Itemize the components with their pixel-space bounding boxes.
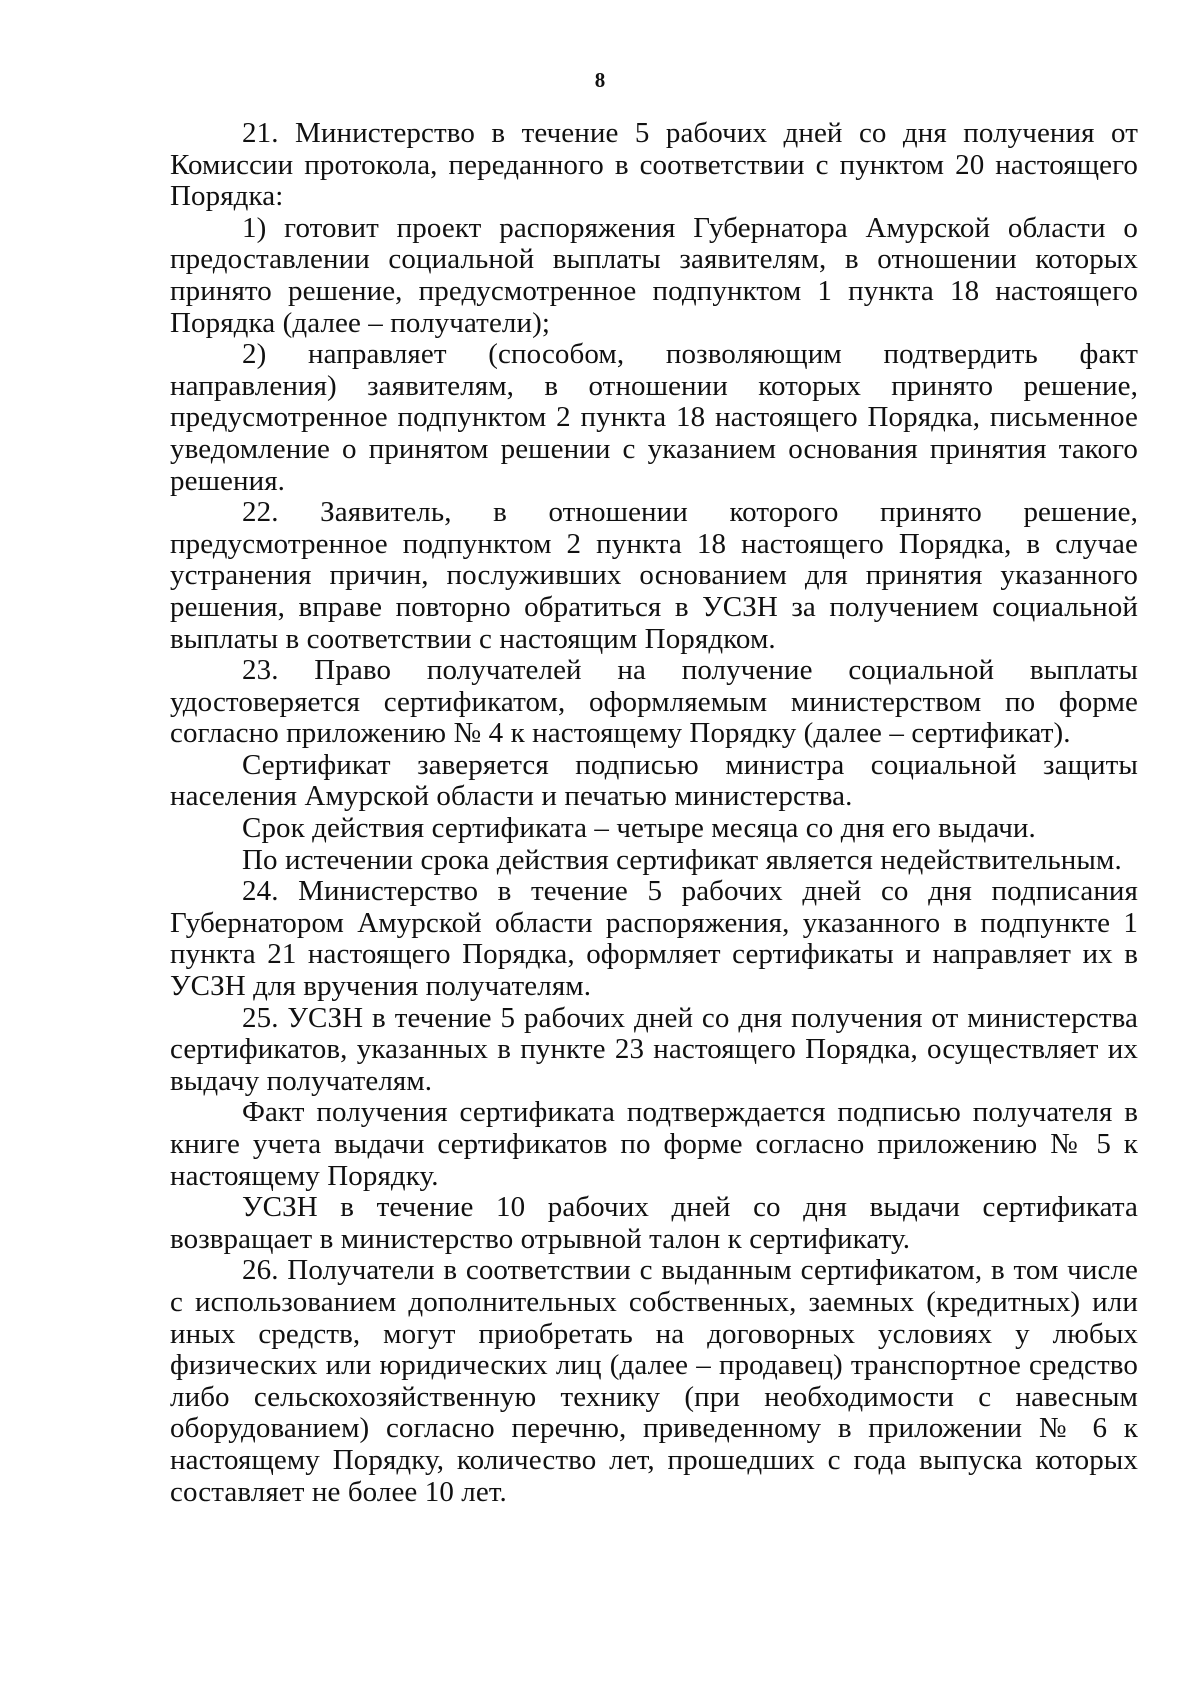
paragraph-23-certification: Сертификат заверяется подписью министра социальной защиты населения Амурской области и печатью министерства. [170, 748, 1138, 813]
paragraph-26: 26. Получатели в соответствии с выданным сертификатом, в том числе с использованием дополнительных собственных, заемных (кредитных) или иных средств, могут приобретать на договорных условиях у любых физических или юридических лиц (далее – продавец) транспортное средство либо сельскохозяйственную технику (при необходимости с навесным оборудованием) согласно перечню, приведенному в приложении № 6 к настоящему Порядку, количество лет, прошедших с года выпуска которых составляет не более 10 лет. [170, 1254, 1138, 1508]
paragraph-22: 22. Заявитель, в отношении которого принято решение, предусмотренное подпунктом 2 пункта 18 настоящего Порядка, в случае устранения причин, послуживших основанием для принятия указанного решения, вправе повторно обратиться в УСЗН за получением социальной выплаты в соответствии с настоящим Порядком. [170, 496, 1138, 655]
page-number: 8 [594, 68, 606, 92]
paragraph-25-receipt: Факт получения сертификата подтверждается подписью получателя в книге учета выдачи сертификатов по форме согласно приложению № 5 к настоящему Порядку. [170, 1096, 1138, 1192]
paragraph-21-item-1: 1) готовит проект распоряжения Губернатора Амурской области о предоставлении социальной выплаты заявителям, в отношении которых принято решение, предусмотренное подпунктом 1 пункта 18 настоящего Порядка (далее – получатели); [170, 211, 1138, 339]
paragraph-21: 21. Министерство в течение 5 рабочих дней со дня получения от Комиссии протокола, переданного в соответствии с пунктом 20 настоящего Порядка: [170, 117, 1138, 213]
document-body [170, 118, 1138, 1508]
paragraph-24: 24. Министерство в течение 5 рабочих дней со дня подписания Губернатором Амурской области распоряжения, указанного в подпункте 1 пункта 21 настоящего Порядка, оформляет сертификаты и направляет их в УСЗН для вручения получателям. [170, 875, 1138, 1003]
paragraph-23-validity: Срок действия сертификата – четыре месяца со дня его выдачи. [242, 812, 1036, 845]
paragraph-23: 23. Право получателей на получение социальной выплаты удостоверяется сертификатом, оформляемым министерством по форме согласно приложению № 4 к настоящему Порядку (далее – сертификат). [170, 654, 1138, 750]
paragraph-21-item-2: 2) направляет (способом, позволяющим подтвердить факт направления) заявителям, в отношении которых принято решение, предусмотренное подпунктом 2 пункта 18 настоящего Порядка, письменное уведомление о принятом решении с указанием основания принятия такого решения. [170, 338, 1138, 497]
paragraph-23-expiry: По истечении срока действия сертификат является недействительным. [242, 843, 1122, 876]
paragraph-25-return: УСЗН в течение 10 рабочих дней со дня выдачи сертификата возвращает в министерство отрывной талон к сертификату. [170, 1191, 1138, 1255]
paragraph-25: 25. УСЗН в течение 5 рабочих дней со дня получения от министерства сертификатов, указанных в пункте 23 настоящего Порядка, осуществляет их выдачу получателям. [170, 1001, 1138, 1097]
